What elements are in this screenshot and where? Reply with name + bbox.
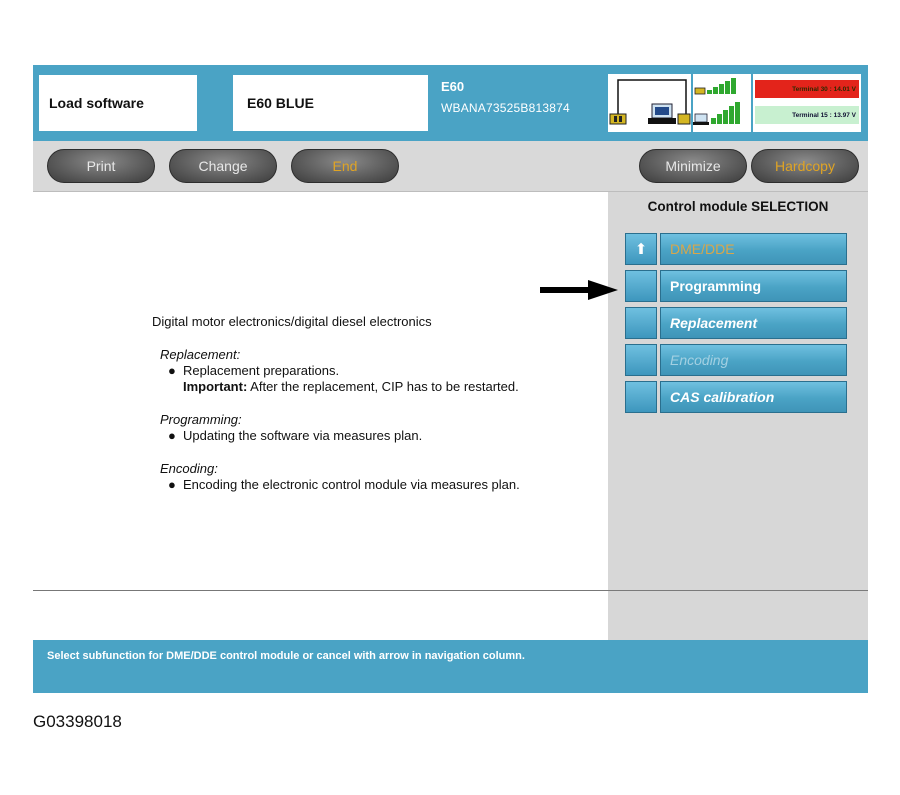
menu-square	[625, 307, 657, 339]
menu-row-cas-calibration	[625, 381, 847, 413]
replacement-title: Replacement	[160, 347, 237, 362]
menu-row-replacement	[625, 307, 847, 339]
status-bar	[33, 640, 868, 693]
menu-item-cas-calibration[interactable]: CAS calibration	[660, 381, 847, 413]
minimize-button[interactable]: Minimize	[639, 149, 747, 183]
list-item	[168, 428, 520, 444]
vehicle-name: E60 BLUE	[247, 95, 314, 111]
print-button[interactable]: Print	[47, 149, 155, 183]
replacement-bullet: Replacement preparations.	[183, 363, 340, 378]
vehicle-vin: WBANA73525B813874	[441, 101, 570, 115]
content-divider	[33, 590, 608, 591]
menu-item-programming[interactable]: Programming	[660, 270, 847, 302]
signal-strength-panel	[693, 74, 751, 132]
encoding-bullet: Encoding the electronic control module via measures plan.	[183, 477, 520, 492]
hardcopy-button[interactable]: Hardcopy	[751, 149, 859, 183]
bullet-icon: ●	[168, 363, 176, 378]
menu-row-programming	[625, 270, 847, 302]
list-item	[168, 477, 520, 493]
navigate-up-button[interactable]	[625, 233, 657, 265]
control-module-panel	[608, 192, 868, 640]
function-name-box	[39, 75, 197, 131]
panel-divider	[608, 590, 868, 591]
panel-title: Control module SELECTION	[647, 199, 829, 214]
bullet-icon: ●	[168, 477, 176, 492]
status-message: Select subfunction for DME/DDE control module or cancel with arrow in navigation column.	[47, 650, 525, 662]
vehicle-name-box	[233, 75, 428, 131]
description-heading: Digital motor electronics/digital diesel electronics	[152, 314, 432, 329]
important-note	[152, 379, 520, 395]
header-bar	[33, 65, 868, 141]
vehicle-info	[441, 79, 570, 115]
menu-row-dme-dde	[625, 233, 847, 265]
important-text: After the replacement, CIP has to be restarted.	[247, 379, 519, 394]
function-description	[152, 314, 520, 510]
content-area	[33, 192, 608, 640]
vehicle-connection-icon	[608, 74, 691, 132]
menu-square	[625, 381, 657, 413]
callout-arrow-icon	[540, 279, 618, 301]
menu-square	[625, 344, 657, 376]
arrow-up-icon: ⬆	[634, 241, 648, 258]
end-button[interactable]: End	[291, 149, 399, 183]
menu-row-encoding	[625, 344, 847, 376]
function-name: Load software	[49, 95, 144, 111]
terminal-voltage-panel	[753, 74, 861, 132]
menu-square	[625, 270, 657, 302]
list-item	[168, 363, 520, 379]
programming-section: Programming: ● Updating the software via measures plan.	[152, 412, 520, 444]
change-button[interactable]: Change	[169, 149, 277, 183]
connection-status-panel	[608, 74, 691, 132]
menu-item-dme-dde[interactable]: DME/DDE	[660, 233, 847, 265]
replacement-section: Replacement: ● Replacement preparations. Important: After the replacement, CIP has to be restarted.	[152, 347, 520, 395]
terminal-30-voltage: Terminal 30 : 14.01 V	[755, 80, 859, 98]
encoding-section: Encoding: ● Encoding the electronic control module via measures plan.	[160, 461, 520, 492]
important-label: Important:	[183, 379, 248, 394]
programming-bullet: Updating the software via measures plan.	[183, 428, 423, 443]
bullet-icon: ●	[168, 428, 176, 443]
programming-title: Programming	[160, 412, 239, 427]
toolbar	[33, 141, 868, 192]
menu-item-encoding: Encoding	[660, 344, 847, 376]
menu-item-replacement[interactable]: Replacement	[660, 307, 847, 339]
diagnosis-app	[33, 65, 868, 693]
signal-bars-icon	[693, 74, 751, 132]
vehicle-model: E60	[441, 79, 465, 94]
figure-caption: G03398018	[33, 712, 122, 731]
encoding-title: Encoding	[160, 461, 215, 476]
terminal-15-voltage: Terminal 15 : 13.97 V	[755, 106, 859, 124]
